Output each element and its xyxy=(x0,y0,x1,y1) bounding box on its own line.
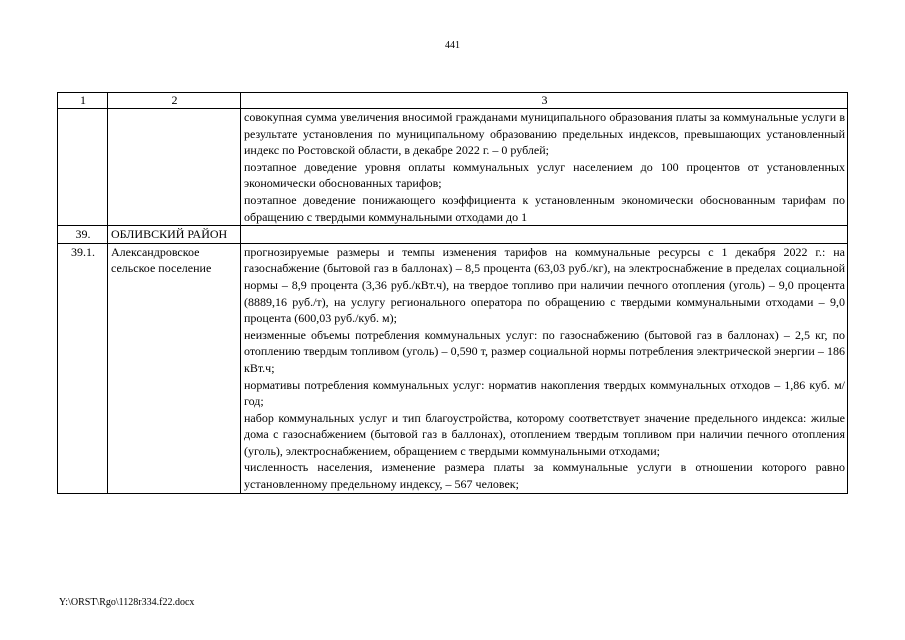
description-paragraph: поэтапное доведение уровня оплаты коммунальных услуг населением до 100 процентов от установленных экономически обоснованных тарифов; xyxy=(244,159,845,191)
table-row xyxy=(58,243,848,493)
municipality-name-cell: ОБЛИВСКИЙ РАЙОН xyxy=(108,226,241,244)
row-number-cell: 39. xyxy=(58,226,108,244)
description-paragraph: неизменные объемы потребления коммунальных услуг: по газоснабжению (бытовой газ в баллонах) – 2,5 кг, по отоплению твердым топливом (уголь) – 0,590 т, размер социальной нормы потребления электрической энергии – 186 кВт.ч; xyxy=(244,327,845,375)
description-paragraph: набор коммунальных услуг и тип благоустройства, которому соответствует значение предельного индекса: жилые дома с газоснабжением (бытовой газ в баллонах), отоплением твердым топливом при наличии печного отопления (уголь), электроснабжением, обращением с твердыми коммунальными отходами; xyxy=(244,410,845,458)
document-table xyxy=(57,92,848,494)
table-header-row xyxy=(58,93,848,109)
row-number-cell: 39.1. xyxy=(58,243,108,493)
page-number: 441 xyxy=(445,40,460,51)
description-cell xyxy=(241,109,848,226)
description-paragraph: прогнозируемые размеры и темпы изменения тарифов на коммунальные ресурсы с 1 декабря 2022 г.: на газоснабжение (бытовой газ в баллонах) – 8,5 процента (63,03 руб./кг), на электроснабжение в пределах социальной нормы – 8,9 процента (3,36 руб./кВт.ч), на твердое топливо при наличии печного отопления (уголь) – 9,0 процента (8889,16 руб./т), на услугу регионального оператора по обращению с твердыми коммунальными отходами – 9,0 процента (600,03 руб./куб. м); xyxy=(244,244,845,326)
description-paragraph: поэтапное доведение понижающего коэффициента к установленным экономически обоснованным тарифам по обращению с твердыми коммунальными отходами до 1 xyxy=(244,192,845,224)
municipality-name-cell: Александровское сельское поселение xyxy=(108,243,241,493)
table-row xyxy=(58,226,848,244)
footer-file-path: Y:\ORST\Rgo\1128r334.f22.docx xyxy=(59,597,195,608)
description-cell xyxy=(241,226,848,244)
table-row xyxy=(58,109,848,226)
description-paragraph: нормативы потребления коммунальных услуг: норматив накопления твердых коммунальных отходов – 1,86 куб. м/год; xyxy=(244,377,845,409)
municipality-name-cell xyxy=(108,109,241,226)
description-paragraph: численность населения, изменение размера платы за коммунальные услуги в отношении которого равно установленному предельному индексу, – 567 человек; xyxy=(244,460,845,492)
description-cell xyxy=(241,243,848,493)
header-cell: 1 xyxy=(58,93,108,109)
header-cell: 2 xyxy=(108,93,241,109)
header-cell: 3 xyxy=(241,93,848,109)
description-paragraph: совокупная сумма увеличения вносимой гражданами муниципального образования платы за коммунальные услуги в результате установления по муниципальному образованию предельных индексов, превышающих установленный индекс по Ростовской области, в декабре 2022 г. – 0 рублей; xyxy=(244,110,845,158)
row-number-cell xyxy=(58,109,108,226)
